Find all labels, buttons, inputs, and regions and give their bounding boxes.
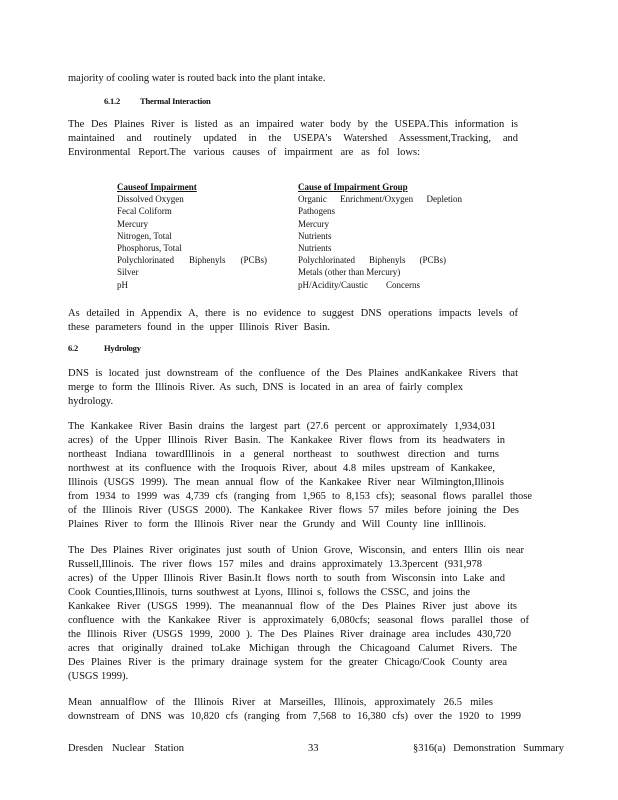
table-header-group: Cause of Impairment Group xyxy=(298,182,408,192)
table-cell: Silver xyxy=(117,267,139,278)
table-cell: Metals (other than Mercury) xyxy=(298,267,401,278)
text-line: these parameters found in the upper Illinois River Basin. xyxy=(68,322,330,333)
text-line: Environmental Report.The various causes of impairment are as fol lows: xyxy=(68,147,420,158)
text-line: Des Plaines River is the primary drainage system for the greater Chicago/Cook County area xyxy=(68,657,507,668)
table-cell: Mercury xyxy=(117,218,148,229)
table-cell: pH/Acidity/Caustic Concerns xyxy=(298,279,420,290)
table-cell: Nutrients xyxy=(298,230,332,241)
footer-right: §316(a) Demonstration Summary xyxy=(413,743,564,754)
impairment-table-group-column xyxy=(298,181,462,291)
text-line: acres) of the Upper Illinois River Basin. The Kankakee River flows from its headwaters in xyxy=(68,435,505,446)
text-line: DNS is located just downstream of the confluence of the Des Plaines andKankakee Rivers that xyxy=(68,368,518,379)
section-number: 6.2 xyxy=(68,343,79,353)
text-line: (USGS 1999). xyxy=(68,671,129,682)
text-line: from 1934 to 1999 was 4,739 cfs (ranging from 1,965 to 8,153 cfs); seasonal flows parallel those xyxy=(68,491,532,502)
text-line: hydrology. xyxy=(68,396,114,407)
table-cell: Mercury xyxy=(298,218,329,229)
table-cell: Dissolved Oxygen xyxy=(117,194,184,205)
section-title: Thermal Interaction xyxy=(140,96,211,106)
text-line: merge to form the Illinois River. As such, DNS is located in an area of fairly complex xyxy=(68,382,463,393)
footer-left: Dresden Nuclear Station xyxy=(68,743,184,754)
text-line: downstream of DNS was 10,820 cfs (ranging from 7,568 to 16,380 cfs) over the 1920 to 1999 xyxy=(68,711,521,722)
table-cell: Nitrogen, Total xyxy=(117,230,172,241)
text-line: acres) of the Upper Illinois River Basin.It flows north to south from Wisconsin into Lake and xyxy=(68,573,505,584)
intro-line: majority of cooling water is routed back into the plant intake. xyxy=(68,73,326,84)
text-line: As detailed in Appendix A, there is no evidence to suggest DNS operations impacts levels of xyxy=(68,308,518,319)
footer-page-number: 33 xyxy=(308,743,319,754)
text-line: acres that originally drained toLake Michigan through the Chicagoand Calumet Rivers. The xyxy=(68,643,517,654)
section-heading-6-1-2 xyxy=(104,96,211,106)
section-number: 6.1.2 xyxy=(104,96,121,106)
text-line: northwest at its confluence with the Iroquois River, about 4.8 miles upstream of Kankakee, xyxy=(68,463,495,474)
table-cell: Polychlorinated Biphenyls (PCBs) xyxy=(117,255,267,266)
text-line: The Kankakee River Basin drains the largest part (27.6 percent or approximately 1,934,031 xyxy=(68,421,496,432)
section-title: Hydrology xyxy=(104,343,141,353)
text-line: the Illinois River (USGS 1999, 2000 ). The Des Plaines River drainage area includes 430,720 xyxy=(68,629,511,640)
text-line: Plaines River to form the Illinois River near the Grundy and Will County line inIllinois. xyxy=(68,519,486,530)
text-line: The Des Plaines River is listed as an impaired water body by the USEPA.This information is xyxy=(68,119,518,130)
table-cell: Fecal Coliform xyxy=(117,206,172,217)
text-line: Mean annualflow of the Illinois River at Marseilles, Illinois, approximately 26.5 miles xyxy=(68,697,493,708)
table-cell: Organic Enrichment/Oxygen Depletion xyxy=(298,194,462,205)
table-cell: Pathogens xyxy=(298,206,335,217)
impairment-table-cause-column xyxy=(117,181,267,291)
text-line: maintained and routinely updated in the USEPA's Watershed Assessment,Tracking, and xyxy=(68,133,518,144)
table-header-cause: Causeof Impairment xyxy=(117,182,197,192)
table-cell: pH xyxy=(117,279,128,290)
text-line: northeast Indiana towardIllinois in a general northeast to southwest direction and turns xyxy=(68,449,499,460)
text-line: confluence with the Kankakee River is approximately 6,080cfs; seasonal flows parallel those of xyxy=(68,615,529,626)
text-line: of the Illinois River (USGS 2000). The Kankakee River flows 57 miles before joining the Des xyxy=(68,505,519,516)
table-cell: Nutrients xyxy=(298,242,332,253)
text-line: Cook Counties,Illinois, turns southwest at Lyons, Illinoi s, follows the CSSC, and joins the xyxy=(68,587,470,598)
table-cell: Phosphorus, Total xyxy=(117,242,182,253)
section-heading-6-2 xyxy=(68,343,141,353)
text-line: The Des Plaines River originates just south of Union Grove, Wisconsin, and enters Illin ois near xyxy=(68,545,524,556)
text-line: Kankakee River (USGS 1999). The meanannual flow of the Des Plaines River just above its xyxy=(68,601,517,612)
text-line: Russell,Illinois. The river flows 157 miles and drains approximately 13.3percent (931,978 xyxy=(68,559,482,570)
text-line: Illinois (USGS 1999). The mean annual flow of the Kankakee River near Wilmington,Illinois xyxy=(68,477,504,488)
table-cell: Polychlorinated Biphenyls (PCBs) xyxy=(298,255,446,266)
